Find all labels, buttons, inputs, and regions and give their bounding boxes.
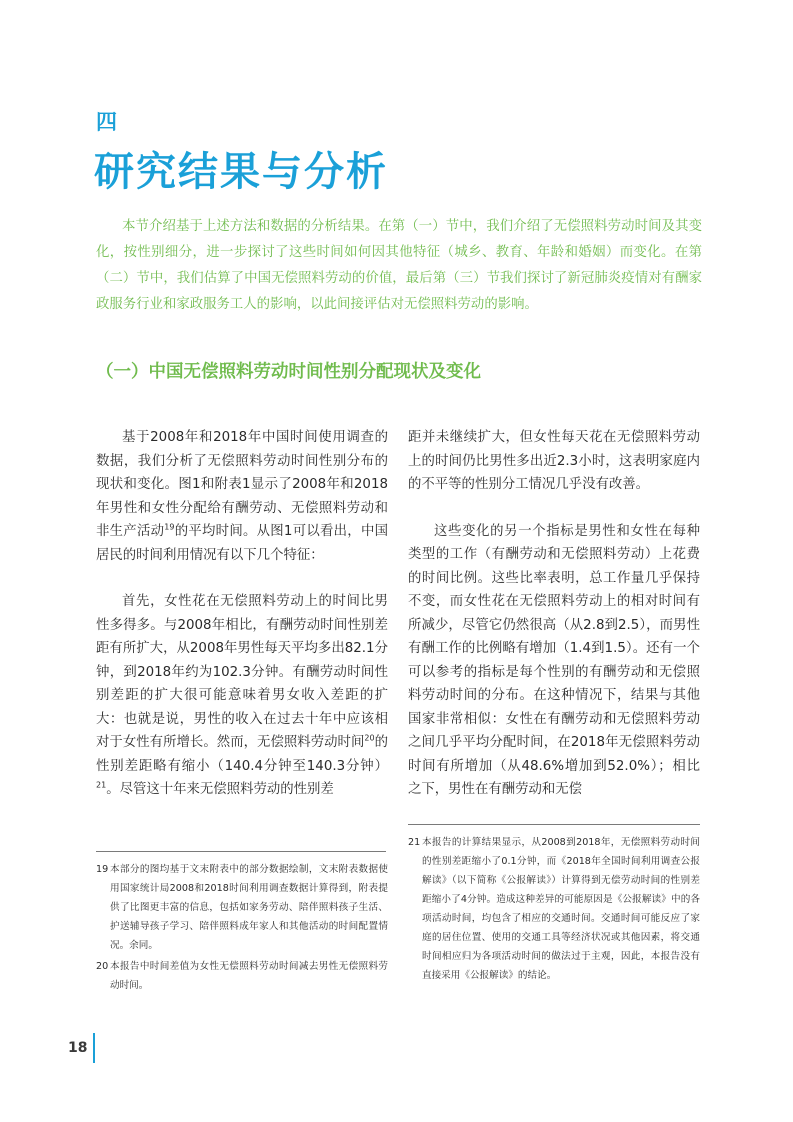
left-p2-text-b: 的性别差距略有缩小（140.4分钟至140.3分钟） bbox=[96, 735, 389, 774]
left-column bbox=[96, 426, 388, 802]
left-paragraph-2 bbox=[96, 590, 388, 802]
footnote-text: 本部分的图均基于文末附表中的部分数据绘制，文末附表数据使用国家统计局2008和2018时间利用调查数据计算得到，附表提供了比图更丰富的信息，包括如家务劳动、陪伴照料孩子生活、护送辅导孩子学习、陪伴照料成年家人和其他活动的时间配置情况。余同。 bbox=[110, 864, 388, 951]
footnotes-left bbox=[96, 860, 388, 997]
right-paragraph-2: 这些变化的另一个指标是男性和女性在每种类型的工作（有酬劳动和无偿照料劳动）上花费的时间比例。这些比率表明，总工作量几乎保持不变，而女性花在无偿照料劳动上的相对时间有所减少，尽管它仍然很高（从2.8到2.5），而男性有酬工作的比例略有增加（1.4到1.5）。还有一个可以参考的指标是每个性别的有酬劳动和无偿照料劳动时间的分布。在这种情况下，结果与其他国家非常相似：女性在有酬劳动和无偿照料劳动之间几乎平均分配时间，在2018年无偿照料劳动时间有所增加（从48.6%增加到52.0%）；相比之下，男性在有酬劳动和无偿 bbox=[408, 523, 700, 797]
footnote-divider-left bbox=[96, 851, 386, 852]
section-heading: （一）中国无偿照料劳动时间性别分配现状及变化 bbox=[96, 362, 481, 382]
intro-paragraph: 本节介绍基于上述方法和数据的分析结果。在第（一）节中，我们介绍了无偿照料劳动时间及其变化，按性别细分，进一步探讨了这些时间如何因其他特征（城乡、教育、年龄和婚姻）而变化。在第（二）节中，我们估算了中国无偿照料劳动的价值，最后第（三）节我们探讨了新冠肺炎疫情对有酬家政服务行业和家政服务工人的影响，以此间接评估对无偿照料劳动的影响。 bbox=[96, 219, 702, 312]
footnote-number: 20 bbox=[96, 961, 109, 972]
page-number-bar bbox=[93, 1033, 95, 1063]
footnote-ref-19[interactable]: 19 bbox=[164, 522, 175, 532]
footnote-text: 本报告的计算结果显示，从2008到2018年，无偿照料劳动时间的性别差距缩小了0.1分钟，而《2018年全国时间利用调查公报解读》（以下简称《公报解读》）计算得到无偿劳动时间的性别差距缩小了4分钟。造成这种差异的可能原因是《公报解读》中的各项活动时间，均包含了相应的交通时间。交通时间可能反应了家庭的居住位置、使用的交通工具等经济状况或其他因素，将交通时间相应归为各项活动时间的做法过于主观，因此，本报告没有直接采用《公报解读》的结论。 bbox=[422, 837, 700, 981]
left-p1-text-a: 基于2008年和2018年中国时间使用调查的数据，我们分析了无偿照料劳动时间性别分布的现状和变化。图1和附表1显示了2008年和2018年男性和女性分配给有酬劳动、无偿照料劳动和非生产活动 bbox=[96, 430, 388, 539]
chapter-title: 研究结果与分析 bbox=[94, 149, 388, 195]
footnote-text: 本报告中时间差值为女性无偿照料劳动时间减去男性无偿照料劳动时间。 bbox=[110, 961, 388, 991]
footnotes-right bbox=[408, 833, 700, 987]
left-p2-text-a: 首先，女性花在无偿照料劳动上的时间比男性多得多。与2008年相比，有酬劳动时间性别差距有所扩大，从2008年男性每天平均多出82.1分钟，到2018年约为102.3分钟。有酬劳动时间性别差距的扩大很可能意味着男女收入差距的扩大：也就是说，男性的收入在过去十年中应该相对于女性有所增长。然而，无偿照料劳动时间 bbox=[96, 594, 388, 750]
right-paragraph-1: 距并未继续扩大，但女性每天花在无偿照料劳动上的时间仍比男性多出近2.3小时，这表明家庭内的不平等的性别分工情况几乎没有改善。 bbox=[408, 430, 700, 492]
page-number: 18 bbox=[68, 1040, 88, 1056]
footnote-21 bbox=[408, 833, 700, 985]
left-paragraph-1 bbox=[96, 426, 388, 567]
left-p1-text-b: 的平均时间。从图1可以看出，中国居民的时间利用情况有以下几个特征： bbox=[96, 524, 388, 563]
footnote-number: 19 bbox=[96, 864, 109, 875]
footnote-ref-21[interactable]: 21 bbox=[96, 780, 107, 790]
footnote-19 bbox=[96, 860, 388, 955]
footnote-number: 21 bbox=[408, 837, 421, 848]
right-column bbox=[408, 426, 700, 802]
left-p2-text-c: 。尽管这十年来无偿照料劳动的性别差 bbox=[106, 782, 334, 797]
footnote-divider-right bbox=[408, 824, 700, 825]
chapter-number: 四 bbox=[96, 110, 119, 134]
footnote-20 bbox=[96, 957, 388, 995]
footnote-ref-20[interactable]: 20 bbox=[364, 733, 375, 743]
